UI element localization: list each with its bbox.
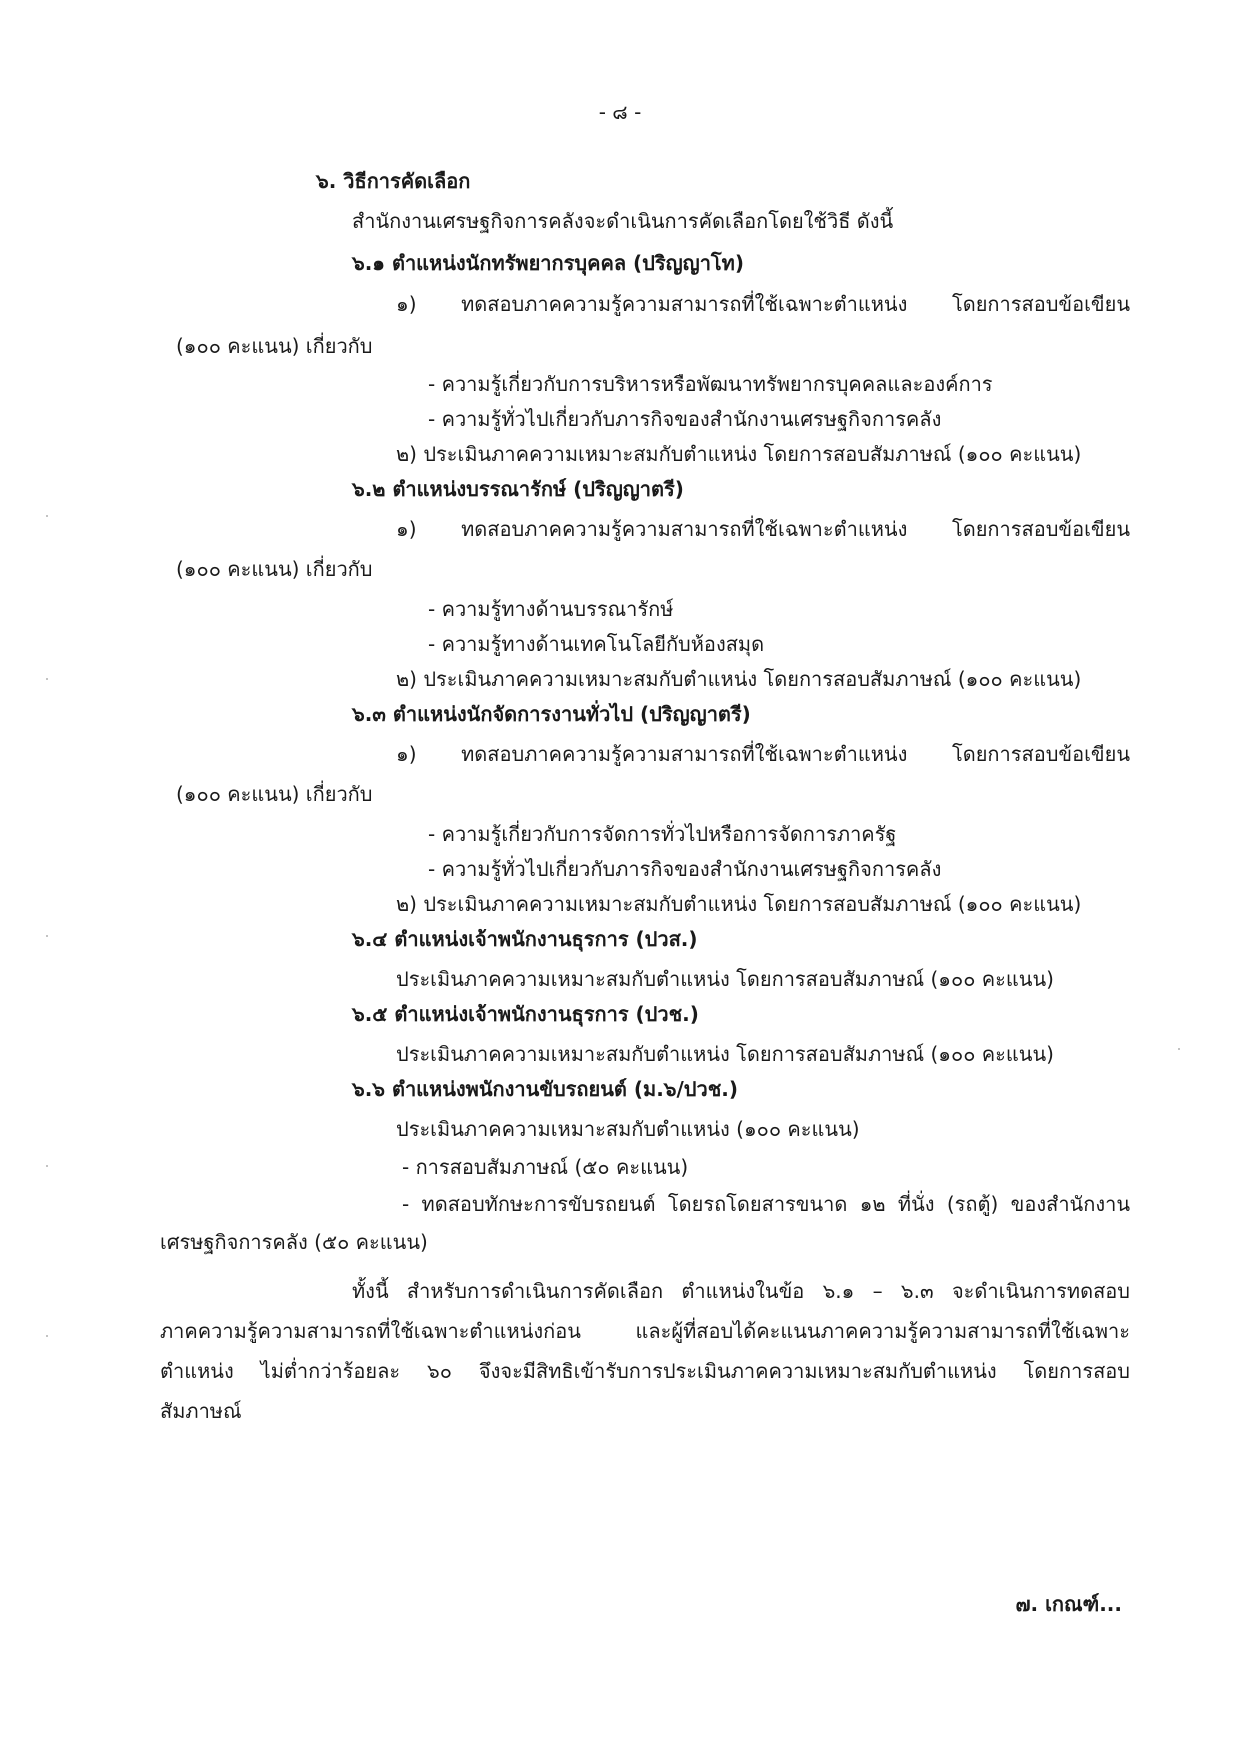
position-6-6-bullet-2: - ทดสอบทักษะการขับรถยนต์ โดยรถโดยสารขนาด ๑๒ ที่นั่ง (รถตู้) ของสำนักงาน [402, 1192, 1130, 1216]
position-6-2-bullet-1: - ความรู้ทางด้านบรรณารักษ์ [428, 597, 674, 621]
position-6-6-bullet-2-cont: เศรษฐกิจการคลัง (๕๐ คะแนน) [160, 1230, 428, 1254]
closing-line-4: สัมภาษณ์ [160, 1399, 242, 1423]
position-6-1-bullet-1: - ความรู้เกี่ยวกับการบริหารหรือพัฒนาทรัพยากรบุคคลและองค์การ [428, 372, 993, 396]
scan-speck [1178, 1048, 1180, 1050]
position-title-6-3: ๖.๓ ตำแหน่งนักจัดการงานทั่วไป (ปริญญาตรี) [352, 702, 751, 726]
section-heading: ๖. วิธีการคัดเลือก [316, 169, 471, 193]
position-6-2-item1: ๑) ทดสอบภาคความรู้ความสามารถที่ใช้เฉพาะตำแหน่ง โดยการสอบข้อเขียน [396, 517, 1130, 541]
position-6-1-item1-cont: (๑๐๐ คะแนน) เกี่ยวกับ [176, 334, 373, 358]
position-title-6-5: ๖.๕ ตำแหน่งเจ้าพนักงานธุรการ (ปวช.) [352, 1002, 699, 1026]
position-6-6-bullet-1: - การสอบสัมภาษณ์ (๕๐ คะแนน) [402, 1155, 689, 1179]
scan-speck [46, 935, 48, 937]
position-6-3-bullet-1: - ความรู้เกี่ยวกับการจัดการทั่วไปหรือการจัดการภาครัฐ [428, 822, 897, 846]
position-6-3-item1-cont: (๑๐๐ คะแนน) เกี่ยวกับ [176, 782, 373, 806]
scan-speck [46, 678, 48, 680]
position-6-2-item2: ๒) ประเมินภาคความเหมาะสมกับตำแหน่ง โดยการสอบสัมภาษณ์ (๑๐๐ คะแนน) [396, 667, 1082, 691]
continuation-note: ๗. เกณฑ์... [1015, 1592, 1122, 1616]
section-intro: สำนักงานเศรษฐกิจการคลังจะดำเนินการคัดเลือกโดยใช้วิธี ดังนี้ [352, 209, 894, 233]
position-6-1-item1: ๑) ทดสอบภาคความรู้ความสามารถที่ใช้เฉพาะตำแหน่ง โดยการสอบข้อเขียน [396, 292, 1130, 316]
closing-line-2: ภาคความรู้ความสามารถที่ใช้เฉพาะตำแหน่งก่อน และผู้ที่สอบได้คะแนนภาคความรู้ความสามารถที่ใช้เฉพาะ [160, 1319, 1130, 1343]
position-6-1-item2: ๒) ประเมินภาคความเหมาะสมกับตำแหน่ง โดยการสอบสัมภาษณ์ (๑๐๐ คะแนน) [396, 442, 1082, 466]
position-6-3-item2: ๒) ประเมินภาคความเหมาะสมกับตำแหน่ง โดยการสอบสัมภาษณ์ (๑๐๐ คะแนน) [396, 892, 1082, 916]
position-6-1-bullet-2: - ความรู้ทั่วไปเกี่ยวกับภารกิจของสำนักงานเศรษฐกิจการคลัง [428, 407, 942, 431]
closing-line-3: ตำแหน่ง ไม่ต่ำกว่าร้อยละ ๖๐ จึงจะมีสิทธิเข้ารับการประเมินภาคความเหมาะสมกับตำแหน่ง โดยการสอบ [160, 1359, 1130, 1383]
position-title-6-2: ๖.๒ ตำแหน่งบรรณารักษ์ (ปริญญาตรี) [352, 477, 684, 501]
scan-speck [46, 515, 48, 517]
position-title-6-6: ๖.๖ ตำแหน่งพนักงานขับรถยนต์ (ม.๖/ปวช.) [352, 1077, 739, 1101]
position-6-2-item1-cont: (๑๐๐ คะแนน) เกี่ยวกับ [176, 557, 373, 581]
closing-line-1: ทั้งนี้ สำหรับการดำเนินการคัดเลือก ตำแหน่งในข้อ ๖.๑ – ๖.๓ จะดำเนินการทดสอบ [352, 1279, 1130, 1303]
position-6-5-text: ประเมินภาคความเหมาะสมกับตำแหน่ง โดยการสอบสัมภาษณ์ (๑๐๐ คะแนน) [396, 1042, 1054, 1066]
scan-speck [46, 1165, 48, 1167]
position-6-6-text: ประเมินภาคความเหมาะสมกับตำแหน่ง (๑๐๐ คะแนน) [396, 1117, 860, 1141]
page-number: - ๘ - [598, 100, 642, 124]
position-6-2-bullet-2: - ความรู้ทางด้านเทคโนโลยีกับห้องสมุด [428, 632, 765, 656]
position-6-3-item1: ๑) ทดสอบภาคความรู้ความสามารถที่ใช้เฉพาะตำแหน่ง โดยการสอบข้อเขียน [396, 742, 1130, 766]
position-6-3-bullet-2: - ความรู้ทั่วไปเกี่ยวกับภารกิจของสำนักงานเศรษฐกิจการคลัง [428, 857, 942, 881]
position-6-4-text: ประเมินภาคความเหมาะสมกับตำแหน่ง โดยการสอบสัมภาษณ์ (๑๐๐ คะแนน) [396, 967, 1054, 991]
position-title-6-1: ๖.๑ ตำแหน่งนักทรัพยากรบุคคล (ปริญญาโท) [352, 251, 745, 275]
scan-speck [46, 1335, 48, 1337]
position-title-6-4: ๖.๔ ตำแหน่งเจ้าพนักงานธุรการ (ปวส.) [352, 927, 698, 951]
